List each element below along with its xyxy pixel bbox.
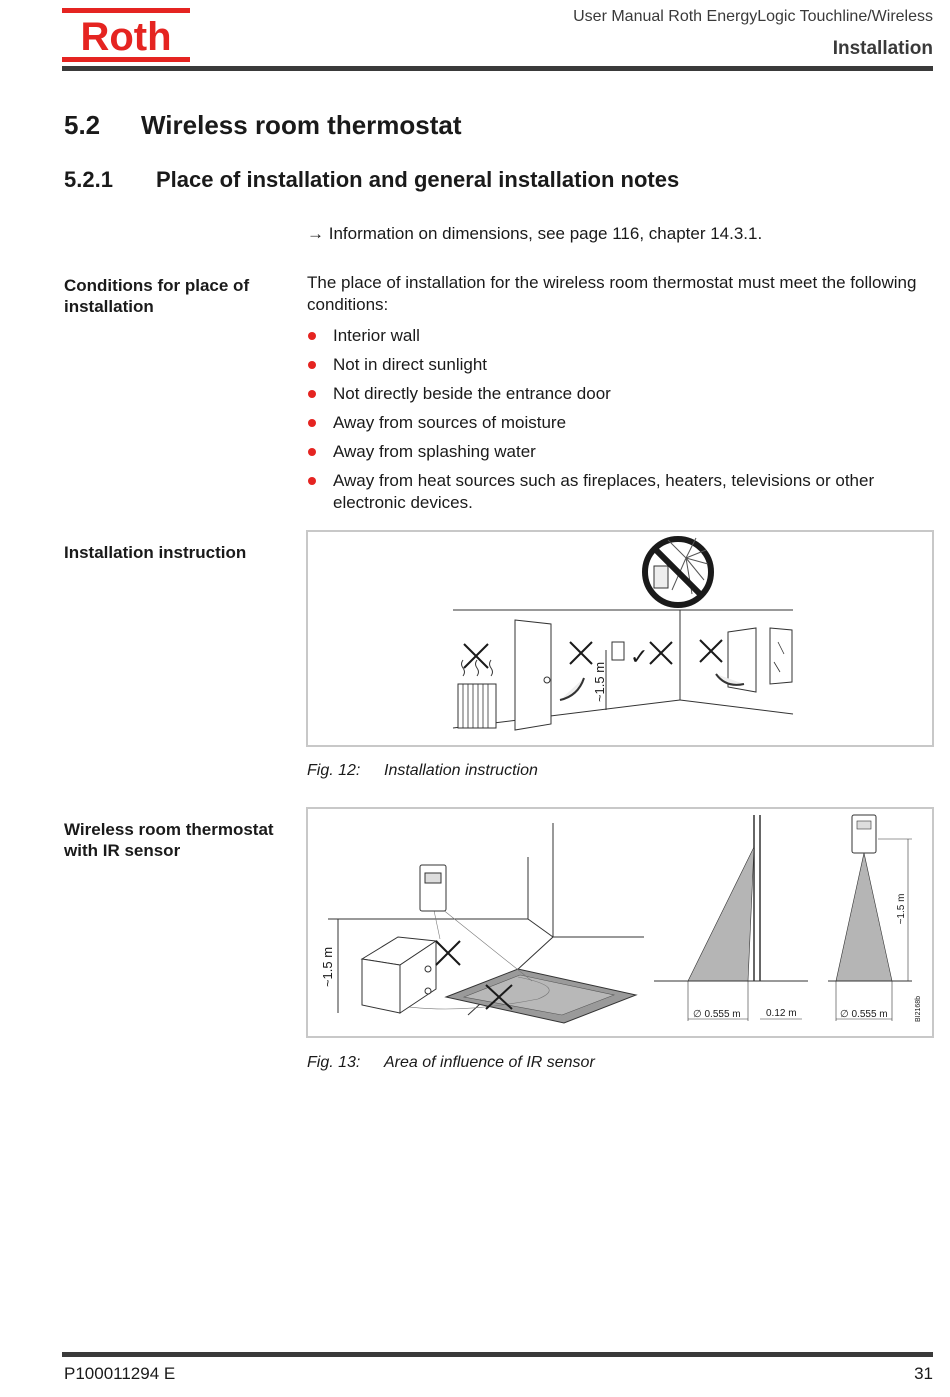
bullet-icon [308,361,316,369]
logo-wordmark: Roth [80,15,172,59]
list-item: Away from heat sources such as fireplaces, heaters, televisions or other electronic devices. [307,470,927,514]
subheading-number: 5.2.1 [64,167,113,192]
cross-icon [650,642,672,664]
list-item: Not directly beside the entrance door [307,383,927,405]
fig13-caption [307,1054,595,1072]
thermostat-icon [612,642,624,660]
bullet-icon [308,477,316,485]
footer-rule [62,1352,933,1357]
fig12-caption [307,762,538,780]
caption-text: Area of influence of IR sensor [384,1054,595,1071]
roth-logo [62,8,192,62]
list-item: Not in direct sunlight [307,354,927,376]
heading-5-2-1 [64,167,679,193]
list-item: Interior wall [307,325,927,347]
reference-text: Information on dimensions, see page 116, chapter 14.3.1. [328,224,763,243]
document-number: P100011294 E [64,1364,176,1383]
page-number: 31 [914,1364,933,1383]
caption-number: Fig. 12: [307,762,361,779]
figure-code: BI2168b [915,995,922,1023]
manual-title: User Manual Roth EnergyLogic Touchline/Wireless [573,8,933,25]
caption-number: Fig. 13: [307,1054,361,1071]
nightstand-icon [362,937,436,1013]
list-item: Away from sources of moisture [307,412,927,434]
arrow-icon [560,678,584,700]
bullet-icon [308,332,316,340]
cross-icon [436,941,460,965]
conditions-intro: The place of installation for the wireless room thermostat must meet the following conditions: [307,273,917,314]
checkmark-icon: ✓ [630,644,649,669]
dimension-diameter-1: ∅ 0.555 m [693,1009,741,1020]
ir-sensor-figure [306,807,934,1038]
section-title: Installation [832,38,933,59]
height-label-left: ~1.5 m [320,946,335,988]
height-label: ~1.5 m [592,661,607,703]
dimension-reference [307,224,762,244]
heading-number: 5.2 [64,110,101,140]
arrow-right-icon: → [307,224,324,243]
heading-5-2 [64,110,462,141]
heading-title: Wireless room thermostat [141,110,462,140]
ir-sensor-label: Wireless room thermostat with IR sensor [64,820,274,860]
radiator-icon [458,660,496,728]
door-icon [515,620,551,730]
height-label-right: ~1.5 m [896,893,907,925]
no-sunlight-icon [645,538,711,605]
bullet-icon [308,390,316,398]
dimension-diameter-2: ∅ 0.555 m [840,1009,888,1020]
thermostat-icon [420,865,446,911]
conditions-list [307,325,927,521]
installation-figure [306,530,934,747]
dimension-offset: 0.12 m [766,1008,797,1019]
conditions-label: Conditions for place of installation [64,276,250,316]
cross-icon [700,640,722,662]
bullet-icon [308,448,316,456]
subheading-title: Place of installation and general installation notes [156,167,680,192]
cross-icon [570,642,592,664]
caption-text: Installation instruction [384,762,538,779]
list-item: Away from splashing water [307,441,927,463]
side-view-cone [654,815,808,1021]
installation-label: Installation instruction [64,543,247,562]
bullet-icon [308,419,316,427]
header-rule [62,66,933,71]
